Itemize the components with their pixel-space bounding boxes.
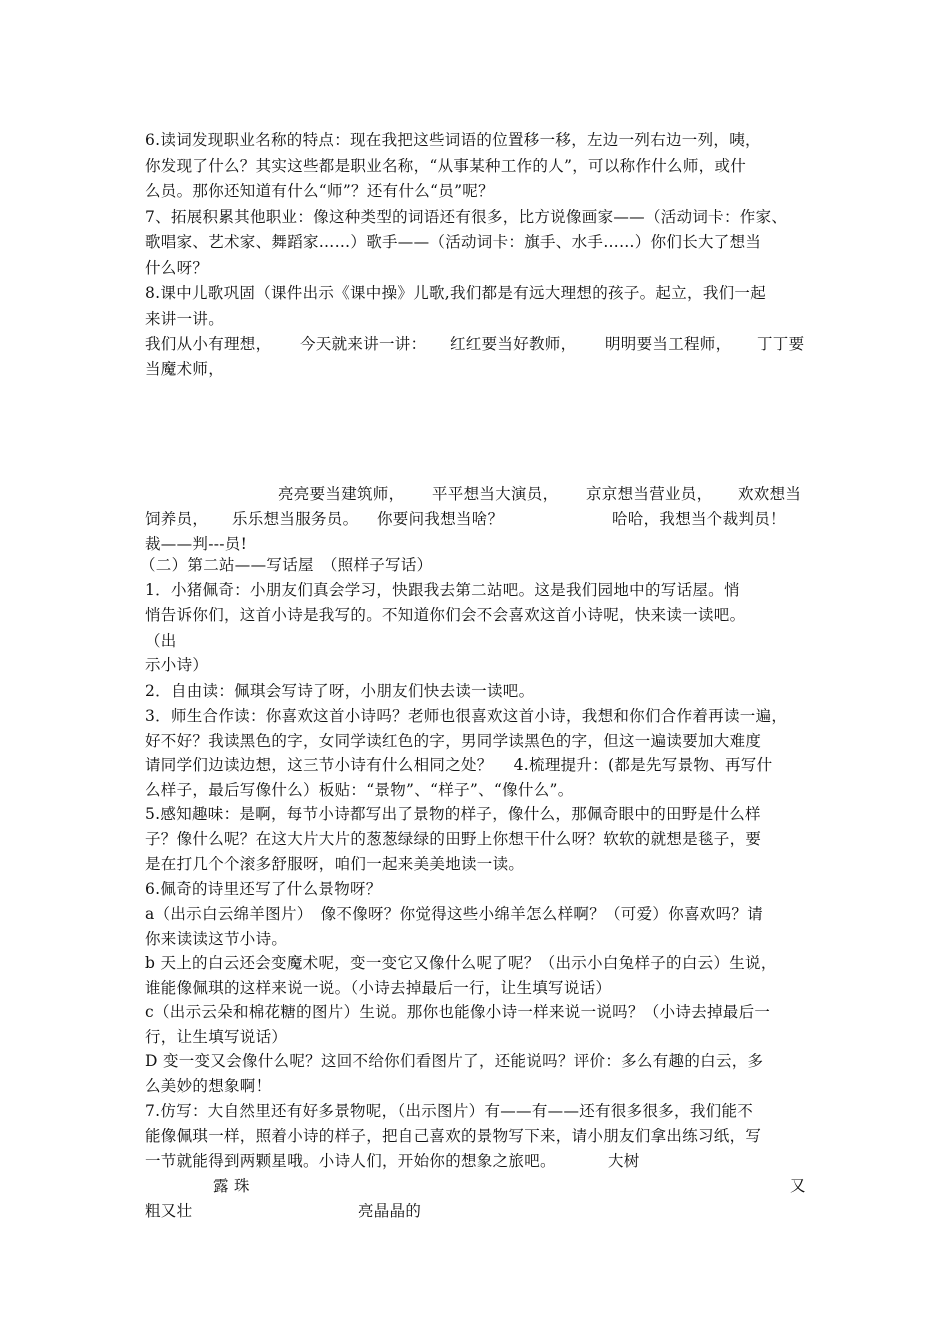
sc-line-1: c（出示云朵和棉花糖的图片）生说。那你也能像小诗一样来说一说吗？（小诗去掉最后一 xyxy=(145,1003,771,1021)
p7-line-2: 歌唱家、艺术家、舞蹈家……）歌手——（活动词卡：旗手、水手……）你们长大了想当 xyxy=(145,233,762,251)
s3-line-2: 好不好？我读黑色的字，女同学读红色的字，男同学读黑色的字，但这一遍读要加大难度 xyxy=(145,732,762,750)
s7-line-1: 7.仿写：大自然里还有好多景物呢，（出示图片）有——有——还有很多很多，我们能不 xyxy=(145,1102,754,1120)
song-phrase: 明明要当工程师， xyxy=(605,335,732,353)
poem-word-liangjingjing: 亮晶晶的 xyxy=(358,1202,422,1220)
poem-word-cuzhuang: 粗又壮 xyxy=(145,1202,193,1220)
p6-line-1: 6.读词发现职业名称的特点：现在我把这些词语的位置移一移，左边一列右边一列，咦， xyxy=(145,131,761,149)
song-phrase: 你要问我想当啥？ xyxy=(377,510,504,528)
song-phrase: 红红要当好教师， xyxy=(450,335,577,353)
song-phrase: 饲养员， xyxy=(145,510,209,528)
poem-word-you: 又 xyxy=(790,1177,806,1195)
s7-line-2: 能像佩琪一样，照着小诗的样子，把自己喜欢的景物写下来，请小朋友们拿出练习纸，写 xyxy=(145,1127,762,1145)
p6-line-3: 么员。那你还知道有什么“师”？还有什么“员”呢？ xyxy=(145,182,494,200)
s1-line-4: 示小诗） xyxy=(145,656,209,674)
s2-line: 2．自由读：佩琪会写诗了呀，小朋友们快去读一读吧。 xyxy=(145,682,535,700)
song-phrase: 哈哈，我想当个裁判员！ xyxy=(612,510,786,528)
song-phrase: 京京想当营业员， xyxy=(586,485,713,503)
p7-line-1: 7、拓展积累其他职业：像这种类型的词语还有很多，比方说像画家——（活动词卡：作家、 xyxy=(145,208,788,226)
poem-word-luzhu: 露 珠 xyxy=(213,1177,250,1195)
song-line-2: 当魔术师， xyxy=(145,360,225,378)
p6-line-2: 你发现了什么？其实这些都是职业名称，“从事某种工作的人”，可以称作什么师，或什 xyxy=(145,157,747,175)
p8-line-2: 来讲一讲。 xyxy=(145,310,225,328)
poem-word-dashu: 大树 xyxy=(608,1152,640,1170)
sb-line-1: b 天上的白云还会变魔术呢，变一变它又像什么呢了呢？（出示小白兔样子的白云）生说， xyxy=(145,954,777,972)
song-phrase: 乐乐想当服务员。 xyxy=(232,510,359,528)
sd-line-1: D 变一变又会像什么呢？这回不给你们看图片了，还能说吗？评价：多么有趣的白云，多 xyxy=(145,1052,764,1070)
s7-text: 一节就能得到两颗星哦。小诗人们，开始你的想象之旅吧。 xyxy=(145,1152,556,1170)
s6-line: 6.佩奇的诗里还写了什么景物呀？ xyxy=(145,880,382,898)
song-line-5: 裁——判---员! xyxy=(145,535,248,553)
s1-line-3: （出 xyxy=(145,632,177,650)
s5-line-1: 5.感知趣味：是啊，每节小诗都写出了景物的样子，像什么，那佩奇眼中的田野是什么样 xyxy=(145,805,761,823)
song-phrase: 丁丁要 xyxy=(757,335,805,353)
song-phrase: 今天就来讲一讲： xyxy=(300,335,427,353)
p8-line-1: 8.课中儿歌巩固（课件出示《课中操》儿歌,我们都是有远大理想的孩子。起立，我们一起 xyxy=(145,284,767,302)
s1-line-2: 悄告诉你们，这首小诗是我写的。不知道你们会不会喜欢这首小诗呢，快来读一读吧。 xyxy=(145,606,746,624)
p7-line-3: 什么呀？ xyxy=(145,259,209,277)
sb-line-2: 谁能像佩琪的这样来说一说。（小诗去掉最后一行，让生填写说话） xyxy=(145,979,612,997)
sd-line-2: 么美妙的想象啊！ xyxy=(145,1077,272,1095)
song-phrase: 亮亮要当建筑师， xyxy=(278,485,405,503)
s5-line-2: 子？像什么呢？在这大片大片的葱葱绿绿的田野上你想干什么呀？软软的就想是毯子，要 xyxy=(145,830,762,848)
song-phrase: 我们从小有理想， xyxy=(145,335,272,353)
sa-line-1: a（出示白云绵羊图片） 像不像呀？你觉得这些小绵羊怎么样啊？（可爱）你喜欢吗？请 xyxy=(145,905,763,923)
s3-line-3: 请同学们边读边想，这三节小诗有什么相同之处？ 4.梳理提升：(都是先写景物、再写什 xyxy=(145,756,773,774)
s5-line-3: 是在打几个个滚多舒服呀，咱们一起来美美地读一读。 xyxy=(145,855,525,873)
section-heading: （二）第二站——写话屋 （照样子写话） xyxy=(140,556,433,574)
song-phrase: 欢欢想当 xyxy=(738,485,802,503)
sa-line-2: 你来读读这节小诗。 xyxy=(145,930,288,948)
sc-line-2: 行，让生填写说话） xyxy=(145,1028,288,1046)
s1-line-1: 1．小猪佩奇：小朋友们真会学习，快跟我去第二站吧。这是我们园地中的写话屋。悄 xyxy=(145,581,740,599)
song-phrase: 平平想当大演员， xyxy=(432,485,559,503)
s3-line-1: 3．师生合作读：你喜欢这首小诗吗？老师也很喜欢这首小诗，我想和你们合作着再读一遍， xyxy=(145,707,788,725)
s3-line-4: 么样子，最后写像什么）板贴：“景物”、“样子”、“像什么”。 xyxy=(145,781,574,799)
